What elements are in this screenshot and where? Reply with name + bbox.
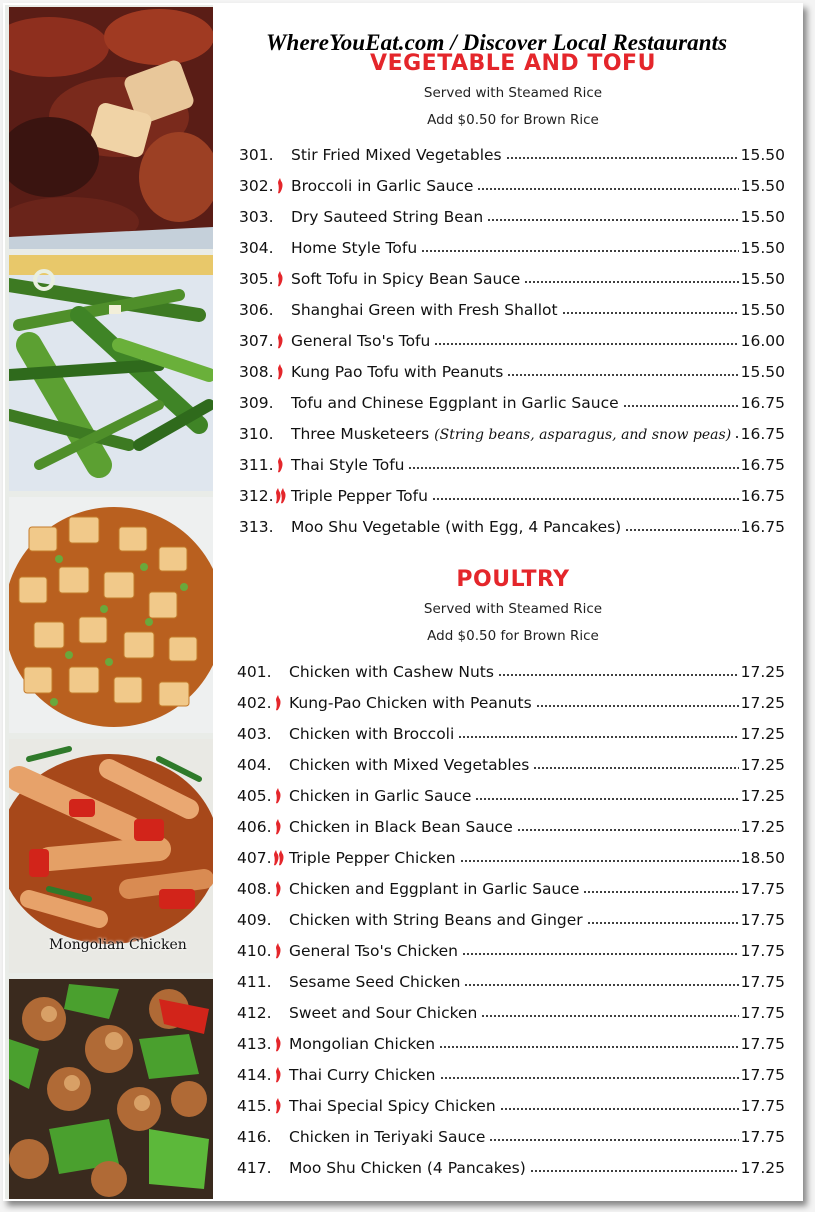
menu-item-price: 17.75 (740, 880, 785, 898)
menu-item-price: 17.25 (740, 725, 785, 743)
food-photo-mongolian-chicken (9, 739, 213, 973)
menu-item (239, 295, 785, 319)
menu-item-price: 17.75 (740, 1004, 785, 1022)
menu-item-price: 17.75 (740, 942, 785, 960)
chili-pepper-icon (275, 880, 285, 898)
menu-item-name: Chicken in Garlic Sauce (289, 787, 472, 805)
menu-item-price: 15.50 (740, 363, 785, 381)
food-photo-tofu (9, 497, 213, 733)
menu-item (237, 936, 785, 960)
watermark: WhereYouEat.com / Discover Local Restaurants (266, 30, 728, 55)
dot-leader (735, 435, 738, 439)
menu-item (239, 171, 785, 195)
menu-item (237, 657, 785, 681)
menu-item-name: Shanghai Green with Fresh Shallot (291, 301, 558, 319)
menu-item (237, 1122, 785, 1146)
dot-leader (587, 921, 739, 925)
menu-item (239, 481, 785, 505)
section-note: Served with Steamed Rice (423, 601, 603, 617)
menu-item (237, 905, 785, 929)
menu-item-name: Stir Fried Mixed Vegetables (291, 146, 502, 164)
section-note: Served with Steamed Rice (423, 85, 603, 101)
menu-item-number: 405. (237, 787, 272, 805)
dot-leader (434, 342, 738, 346)
menu-item-number: 313. (239, 518, 274, 536)
chili-pepper-icon (277, 332, 287, 350)
menu-item-price: 16.75 (740, 425, 785, 443)
menu-item-price: 16.75 (740, 456, 785, 474)
menu-item-number: 403. (237, 725, 272, 743)
dot-leader (439, 1045, 739, 1049)
dot-leader (623, 404, 739, 408)
menu-item (237, 719, 785, 743)
chili-pepper-icon (275, 818, 285, 836)
menu-item-name: General Tso's Chicken (289, 942, 458, 960)
menu-item-name: Moo Shu Vegetable (with Egg, 4 Pancakes) (291, 518, 622, 536)
menu-item-price: 17.25 (740, 1159, 785, 1177)
menu-item-number: 404. (237, 756, 272, 774)
menu-item-price: 17.25 (740, 663, 785, 681)
chili-pepper-icon (277, 177, 287, 195)
dot-leader (489, 1138, 738, 1142)
menu-item-name: Mongolian Chicken (289, 1035, 436, 1053)
chili-pepper-icon (277, 270, 287, 288)
dot-leader (421, 249, 738, 253)
menu-item (237, 998, 785, 1022)
menu-item-number: 407. (237, 849, 272, 867)
menu-item-name: Triple Pepper Tofu (291, 487, 428, 505)
menu-item-number: 307. (239, 332, 274, 350)
menu-item-price: 17.75 (740, 911, 785, 929)
menu-item-name: Chicken in Teriyaki Sauce (289, 1128, 486, 1146)
menu-item-name: Sweet and Sour Chicken (289, 1004, 478, 1022)
dot-leader (536, 704, 739, 708)
menu-item-description: (String beans, asparagus, and snow peas) (434, 427, 732, 443)
section-note: Add $0.50 for Brown Rice (427, 628, 599, 644)
menu-item-number: 306. (239, 301, 274, 319)
menu-item-number: 401. (237, 663, 272, 681)
menu-item-name: General Tso's Tofu (291, 332, 431, 350)
menu-item (237, 1029, 785, 1053)
dot-leader (530, 1169, 739, 1173)
menu-item-number: 310. (239, 425, 274, 443)
menu-item-name: Tofu and Chinese Eggplant in Garlic Sauce (291, 394, 619, 412)
menu-item (239, 233, 785, 257)
menu-item-price: 15.50 (740, 239, 785, 257)
menu-item-number: 302. (239, 177, 274, 195)
menu-item-number: 406. (237, 818, 272, 836)
menu-item-name: Chicken in Black Bean Sauce (289, 818, 513, 836)
menu-item-name: Kung Pao Tofu with Peanuts (291, 363, 504, 381)
menu-item-price: 15.50 (740, 270, 785, 288)
dot-leader (477, 187, 738, 191)
menu-item (239, 450, 785, 474)
menu-item (239, 326, 785, 350)
chili-pepper-icon (275, 1066, 285, 1084)
menu-item-number: 410. (237, 942, 272, 960)
dot-leader (506, 156, 739, 160)
dot-leader (507, 373, 738, 377)
menu-item-name: Soft Tofu in Spicy Bean Sauce (291, 270, 521, 288)
dot-leader (460, 859, 739, 863)
menu-item-price: 15.50 (740, 301, 785, 319)
dot-leader (517, 828, 739, 832)
menu-item-price: 17.75 (740, 1097, 785, 1115)
menu-item-name: Chicken with Mixed Vegetables (289, 756, 530, 774)
menu-item-price: 17.75 (740, 973, 785, 991)
menu-item-number: 402. (237, 694, 272, 712)
dot-leader (432, 497, 739, 501)
dot-leader (408, 466, 738, 470)
chili-pepper-icon (277, 456, 287, 474)
menu-item (239, 388, 785, 412)
menu-item-price: 17.25 (740, 694, 785, 712)
menu-item-name: Chicken with Broccoli (289, 725, 455, 743)
menu-item-name: Home Style Tofu (291, 239, 418, 257)
menu-item-number: 412. (237, 1004, 272, 1022)
menu-item (239, 357, 785, 381)
dot-leader (524, 280, 738, 284)
menu-item-number: 413. (237, 1035, 272, 1053)
menu-item-name: Moo Shu Chicken (4 Pancakes) (289, 1159, 526, 1177)
menu-item-price: 17.25 (740, 818, 785, 836)
food-photo-eggplant (9, 7, 213, 249)
chili-pepper-icon (277, 487, 287, 505)
chili-pepper-icon (277, 363, 287, 381)
menu-item (237, 1060, 785, 1084)
menu-item-price: 16.75 (740, 394, 785, 412)
menu-item (237, 843, 785, 867)
menu-item (237, 1091, 785, 1115)
chili-pepper-icon (275, 1035, 285, 1053)
menu-item-name: Triple Pepper Chicken (289, 849, 456, 867)
menu-item-number: 305. (239, 270, 274, 288)
menu-item-price: 15.50 (740, 146, 785, 164)
chili-pepper-icon (275, 1097, 285, 1115)
menu-item (239, 202, 785, 226)
menu-item-number: 409. (237, 911, 272, 929)
menu-item-price: 17.75 (740, 1128, 785, 1146)
menu-item-name: Chicken and Eggplant in Garlic Sauce (289, 880, 580, 898)
menu-item (237, 781, 785, 805)
dot-leader (500, 1107, 739, 1111)
dot-leader (475, 797, 738, 801)
menu-item-number: 411. (237, 973, 272, 991)
dot-leader (533, 766, 738, 770)
dot-leader (481, 1014, 738, 1018)
food-photo-snow-peas (9, 255, 213, 491)
menu-item (237, 750, 785, 774)
dot-leader (625, 528, 738, 532)
menu-item-name: Thai Style Tofu (291, 456, 405, 474)
menu-item-number: 415. (237, 1097, 272, 1115)
dot-leader (462, 952, 739, 956)
section-title-poultry: POULTRY (456, 567, 570, 592)
menu-item-price: 17.25 (740, 787, 785, 805)
menu-item-number: 309. (239, 394, 274, 412)
menu-item (237, 1153, 785, 1177)
menu-item-number: 414. (237, 1066, 272, 1084)
dot-leader (487, 218, 738, 222)
menu-item-price: 17.75 (740, 1035, 785, 1053)
menu-item-number: 416. (237, 1128, 272, 1146)
photo-caption: Mongolian Chicken (49, 937, 187, 953)
menu-item-name: Dry Sauteed String Bean (291, 208, 484, 226)
menu-item (239, 419, 785, 443)
menu-item (239, 140, 785, 164)
menu-item-name: Thai Curry Chicken (289, 1066, 436, 1084)
menu-page (3, 3, 803, 1201)
menu-item-number: 304. (239, 239, 274, 257)
menu-item-number: 408. (237, 880, 272, 898)
menu-item-price: 17.25 (740, 756, 785, 774)
menu-item-name: Chicken with Cashew Nuts (289, 663, 494, 681)
menu-item-name: Sesame Seed Chicken (289, 973, 461, 991)
menu-item-price: 16.75 (740, 518, 785, 536)
chili-pepper-icon (275, 694, 285, 712)
menu-item-name: Broccoli in Garlic Sauce (291, 177, 474, 195)
menu-item-number: 311. (239, 456, 274, 474)
dot-leader (458, 735, 738, 739)
menu-item (239, 264, 785, 288)
menu-item (237, 688, 785, 712)
chili-pepper-icon (275, 787, 285, 805)
section-title-vegetable-tofu: VEGETABLE AND TOFU (370, 51, 656, 76)
menu-item (237, 812, 785, 836)
dot-leader (464, 983, 738, 987)
menu-item-price: 18.50 (740, 849, 785, 867)
dot-leader (440, 1076, 739, 1080)
menu-item-price: 17.75 (740, 1066, 785, 1084)
menu-item-number: 308. (239, 363, 274, 381)
menu-item (237, 967, 785, 991)
dot-leader (583, 890, 738, 894)
menu-item-number: 312. (239, 487, 274, 505)
menu-item-name: Thai Special Spicy Chicken (289, 1097, 496, 1115)
menu-item-price: 16.00 (740, 332, 785, 350)
menu-item-number: 301. (239, 146, 274, 164)
menu-item-name: Chicken with String Beans and Ginger (289, 911, 583, 929)
menu-item-name: Kung-Pao Chicken with Peanuts (289, 694, 532, 712)
section-note: Add $0.50 for Brown Rice (427, 112, 599, 128)
menu-item-price: 15.50 (740, 208, 785, 226)
menu-item-price: 15.50 (740, 177, 785, 195)
menu-item-name: Three Musketeers (291, 425, 430, 443)
menu-item (239, 512, 785, 536)
chili-pepper-icon (275, 849, 285, 867)
dot-leader (562, 311, 739, 315)
menu-item-price: 16.75 (740, 487, 785, 505)
menu-item (237, 874, 785, 898)
food-photo-strip (5, 5, 213, 1199)
chili-pepper-icon (275, 942, 285, 960)
dot-leader (498, 673, 739, 677)
menu-item-number: 417. (237, 1159, 272, 1177)
menu-item-number: 303. (239, 208, 274, 226)
food-photo-pepper-chicken (9, 979, 213, 1199)
